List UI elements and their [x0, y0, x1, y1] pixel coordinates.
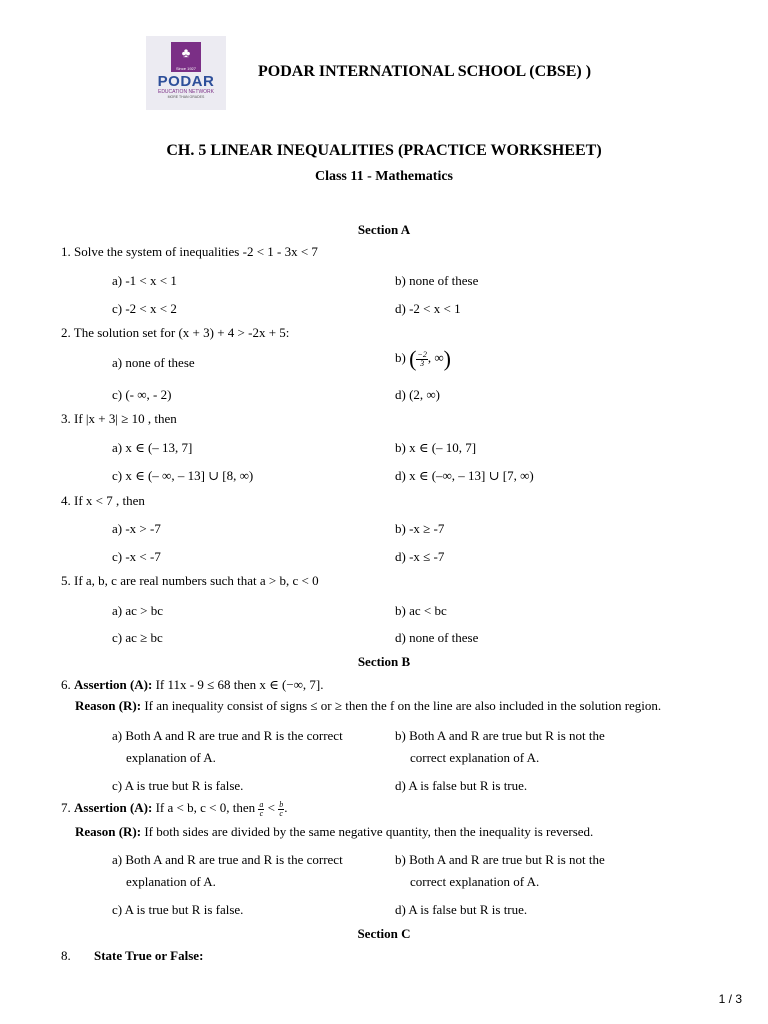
page-number: 1 / 3: [718, 992, 742, 1006]
question-8: State True or False:: [94, 948, 204, 963]
q3-option-d: d) x ∈ (–∞, – 13] ∪ [7, ∞): [395, 468, 534, 483]
fraction-numerator: a: [259, 799, 264, 809]
fraction-numerator: −2: [417, 349, 427, 359]
q1-option-c: c) -2 < x < 2: [112, 301, 177, 316]
q6-option-c: c) A is true but R is false.: [112, 778, 244, 793]
question-1: 1. Solve the system of inequalities -2 < 1 - 3x < 7: [61, 244, 318, 259]
q4-option-d: d) -x ≤ -7: [395, 549, 445, 564]
question-4: 4. If x < 7 , then: [61, 493, 145, 508]
less-than-sign: <: [264, 800, 279, 815]
fraction-denominator: c: [259, 808, 264, 818]
q5-option-b: b) ac < bc: [395, 603, 447, 618]
q2-option-a: a) none of these: [112, 355, 195, 370]
logo-name: PODAR: [157, 73, 215, 90]
q3-option-a: a) x ∈ (– 13, 7]: [112, 440, 193, 455]
reason-label: Reason (R):: [75, 824, 142, 839]
q4-option-a: a) -x > -7: [112, 521, 161, 536]
q3-option-c: c) x ∈ (– ∞, – 13] ∪ [8, ∞): [112, 468, 254, 483]
q2-option-b: b) ( $\frac{-2}{3}$ , ∞): [395, 346, 451, 372]
assertion-text: If 11x - 9 ≤ 68 then x ∈ (−∞, 7].: [152, 677, 324, 692]
reason-text: If both sides are divided by the same negative quantity, then the inequality is reversed.: [141, 824, 594, 839]
q6-option-a: a) Both A and R are true and R is the correct: [112, 728, 343, 743]
question-2: 2. The solution set for (x + 3) + 4 > -2x + 5:: [61, 325, 290, 340]
fraction-denominator: c: [279, 808, 283, 818]
worksheet-title: CH. 5 LINEAR INEQUALITIES (PRACTICE WORKSHEET): [166, 142, 602, 159]
q5-option-d: d) none of these: [395, 630, 479, 645]
reason-label: Reason (R):: [75, 698, 142, 713]
q2-option-b-tail: , ∞: [427, 350, 444, 365]
section-c-heading: Section C: [357, 926, 411, 941]
section-b-heading: Section B: [357, 654, 411, 669]
section-a-heading: Section A: [357, 222, 411, 237]
school-name: PODAR INTERNATIONAL SCHOOL (CBSE) ): [258, 63, 592, 80]
question-6-reason: [75, 698, 661, 714]
question-8-number: 8.: [61, 948, 71, 963]
worksheet-subtitle: Class 11 - Mathematics: [314, 169, 454, 184]
q5-option-c: c) ac ≥ bc: [112, 630, 163, 645]
q2-option-b-label: b): [395, 350, 410, 365]
question-6-assertion: [61, 677, 324, 693]
q4-option-b: b) -x ≥ -7: [395, 521, 445, 536]
q2-option-d: d) (2, ∞): [395, 387, 441, 402]
fraction-denominator: 3: [420, 358, 425, 368]
q7-option-a: a) Both A and R are true and R is the correct: [112, 852, 343, 867]
q7-option-a-cont: explanation of A.: [126, 874, 216, 889]
q7-option-d: d) A is false but R is true.: [395, 902, 528, 917]
assertion-text: If a < b, c < 0, then: [152, 800, 259, 815]
q6-number: 6.: [61, 677, 74, 692]
q5-option-a: a) ac > bc: [112, 603, 163, 618]
q3-option-b: b) x ∈ (– 10, 7]: [395, 440, 477, 455]
question-7-reason: [75, 824, 593, 840]
q1-option-d: d) -2 < x < 1: [395, 301, 461, 316]
school-logo: [146, 36, 226, 110]
assertion-label: Assertion (A):: [74, 677, 153, 692]
fraction-numerator: b: [279, 799, 284, 809]
question-5: 5. If a, b, c are real numbers such that a > b, c < 0: [61, 573, 319, 588]
logo-tagline: MORE THAN GRADES: [167, 95, 205, 99]
q2-option-c: c) (- ∞, - 2): [112, 387, 172, 402]
q7-option-c: c) A is true but R is false.: [112, 902, 244, 917]
q6-option-d: d) A is false but R is true.: [395, 778, 528, 793]
q7-option-b-cont: correct explanation of A.: [410, 874, 540, 889]
question-3: 3. If |x + 3| ≥ 10 , then: [61, 411, 177, 426]
reason-text: If an inequality consist of signs ≤ or ≥ then the f on the line are also included in the solution region.: [141, 698, 662, 713]
q1-option-a: a) -1 < x < 1: [112, 273, 177, 288]
q6-option-a-cont: explanation of A.: [126, 750, 216, 765]
q6-option-b-cont: correct explanation of A.: [410, 750, 540, 765]
q6-option-b: b) Both A and R are true but R is not the: [395, 728, 605, 743]
q7-option-b: b) Both A and R are true but R is not the: [395, 852, 605, 867]
q7-number: 7.: [61, 800, 74, 815]
fraction: [416, 351, 427, 368]
q4-option-c: c) -x < -7: [112, 549, 161, 564]
logo-since: Since 1927: [175, 66, 196, 71]
logo-subline: EDUCATION NETWORK: [157, 89, 215, 95]
question-7-assertion: [61, 800, 287, 818]
q1-option-b: b) none of these: [395, 273, 479, 288]
sentence-end: .: [284, 800, 288, 815]
assertion-label: Assertion (A):: [74, 800, 153, 815]
tree-icon: ♣ Since 1927: [171, 42, 201, 72]
